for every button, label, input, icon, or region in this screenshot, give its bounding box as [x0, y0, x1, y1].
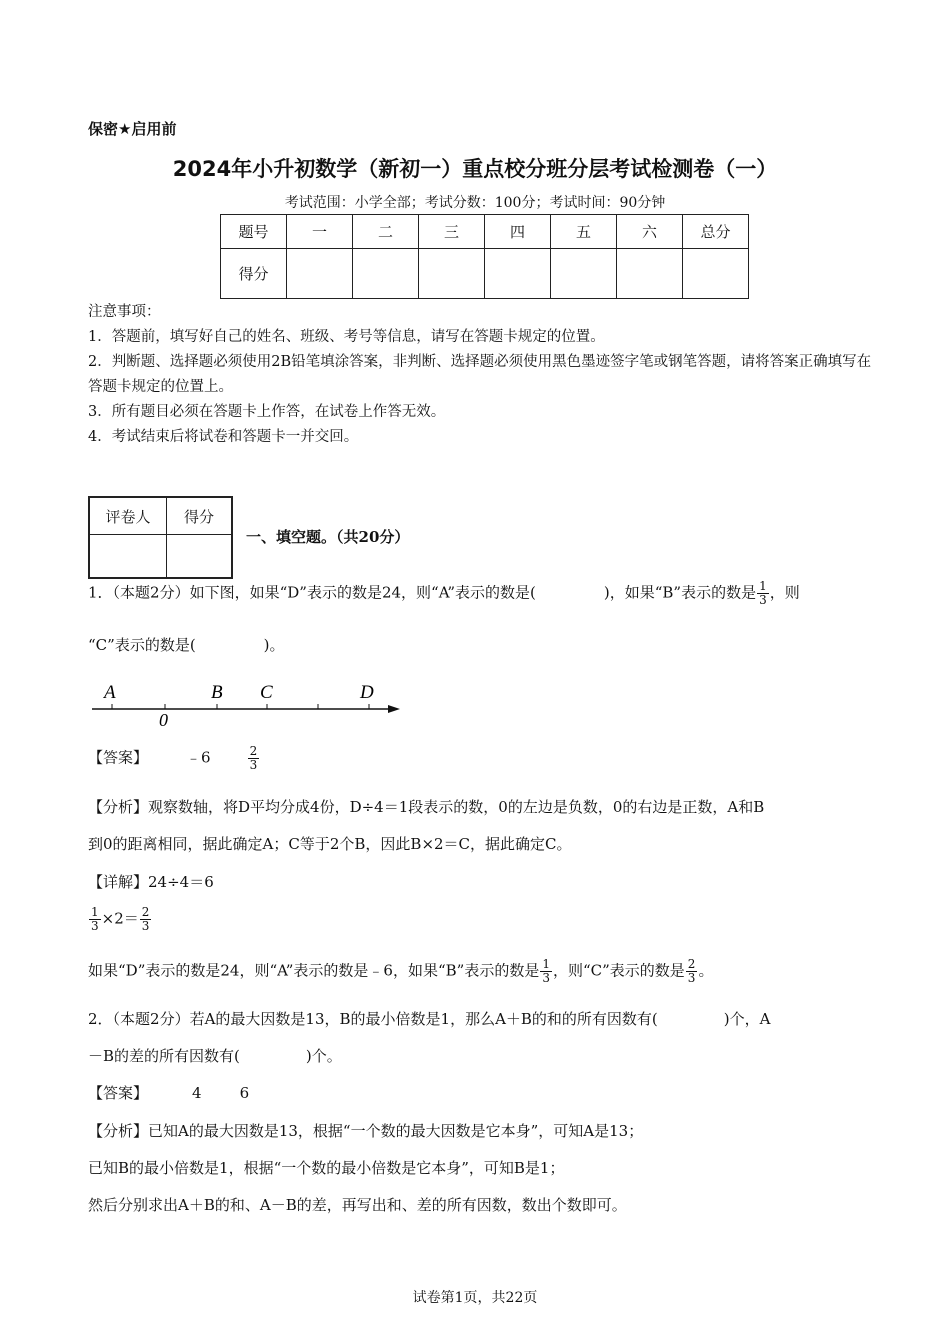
q2-analysis-text: 已知A的最大因数是13，根据“一个数的最大因数是它本身”，可知A是13； [148, 1122, 644, 1140]
q1-answer-2 [248, 745, 260, 772]
frac-num: 1 [91, 905, 99, 919]
frac-num: 1 [759, 579, 767, 593]
score-table [220, 214, 749, 299]
number-line-arrow [388, 705, 400, 713]
q1-detail-line1 [88, 871, 214, 892]
q1-detail-text: 24÷4＝6 [148, 873, 214, 891]
q1-stem-d: “C”表示的数是( [88, 636, 196, 654]
q1-analysis-line1 [88, 796, 764, 817]
frac [140, 906, 152, 933]
q2-analysis-line2: 已知B的最小倍数是1，根据“一个数的最小倍数是它本身”，可知B是1； [88, 1159, 565, 1177]
score-cell [287, 249, 353, 299]
q1-stem-a: 1．（本题2分）如下图，如果“D”表示的数是24，则“A”表示的数是( [88, 583, 536, 602]
frac [686, 958, 698, 985]
q2-stem-d: )个。 [305, 1047, 342, 1065]
q2-analysis-line3: 然后分别求出A＋B的和、A－B的差，再写出和、差的所有因数，数出个数即可。 [88, 1196, 627, 1214]
q1-detail-op: ×2＝ [101, 909, 139, 928]
q1-answer [88, 745, 260, 772]
section-title: 一、填空题。（共20分） [246, 528, 410, 546]
answer-label: 【答案】 [88, 1084, 149, 1102]
answer-label: 【答案】 [88, 748, 149, 767]
q1-stem-c: ，则 [769, 583, 800, 602]
detail-label: 【详解】 [88, 873, 149, 891]
q1-conclusion-a: 如果“D”表示的数是24，则“A”表示的数是﹣6，如果“B”表示的数是 [88, 961, 540, 980]
q1-analysis-text: 观察数轴，将D平均分成4份，D÷4＝1段表示的数，0的左边是负数，0的右边是正数，A和B [148, 798, 765, 816]
notes-heading: 注意事项： [88, 304, 161, 320]
score-cell [683, 249, 749, 299]
score-header-cell: 五 [551, 215, 617, 249]
q2-stem-c: －B的差的所有因数有( [88, 1047, 240, 1065]
q2-answer [88, 1082, 249, 1103]
exam-info: 考试范围：小学全部；考试分数：100分；考试时间：90分钟 [284, 195, 666, 211]
analysis-label: 【分析】 [88, 1122, 149, 1140]
label-d: D [360, 682, 374, 703]
grader-score-cell [167, 535, 233, 579]
frac-num: 1 [542, 957, 550, 971]
score-cell [485, 249, 551, 299]
frac-den: 3 [687, 971, 696, 985]
label-zero: 0 [159, 710, 168, 730]
q2-answer-1: 4 [192, 1084, 202, 1102]
score-header-cell: 二 [353, 215, 419, 249]
q1-stem-line1 [88, 580, 800, 607]
score-header-cell: 一 [287, 215, 353, 249]
q2-stem-line1 [88, 1008, 770, 1029]
q1-detail-line2 [88, 906, 152, 933]
q2-stem-line2 [88, 1045, 342, 1066]
notes [88, 300, 878, 450]
number-line [88, 676, 408, 730]
score-cell [419, 249, 485, 299]
q1-stem-line2 [88, 634, 285, 655]
q1-fraction [757, 580, 769, 607]
frac-den: 3 [759, 593, 767, 607]
confidential-label: 保密★启用前 [88, 120, 177, 138]
note-item: 2．判断题、选择题必须使用2B铅笔填涂答案，非判断、选择题必须使用黑色墨迹签字笔或钢笔答题，请将答案正确填写在答题卡规定的位置上。 [88, 354, 872, 395]
page-footer: 试卷第1页，共22页 [412, 1290, 538, 1306]
score-header-cell: 三 [419, 215, 485, 249]
q2-stem-a: 2．（本题2分）若A的最大因数是13，B的最小倍数是1，那么A＋B的和的所有因数有( [88, 1010, 658, 1028]
q1-analysis-line2: 到0的距离相同，据此确定A；C等于2个B，因此B×2＝C，据此确定C。 [88, 835, 572, 853]
frac-den: 3 [141, 919, 150, 933]
page-title: 2024年小升初数学（新初一）重点校分班分层考试检测卷（一） [172, 157, 778, 181]
analysis-label: 【分析】 [88, 798, 149, 816]
frac-den: 3 [91, 919, 99, 933]
q1-answer-1: ﹣6 [186, 748, 211, 767]
score-header-cell: 题号 [221, 215, 287, 249]
q1-conclusion [88, 958, 713, 985]
label-c: C [260, 682, 273, 703]
q1-stem-b: )，如果“B”表示的数是 [603, 583, 757, 602]
frac-den: 3 [542, 971, 550, 985]
q1-conclusion-c: 。 [698, 961, 714, 980]
note-item: 3．所有题目必须在答题卡上作答，在试卷上作答无效。 [88, 404, 446, 420]
note-item: 4．考试结束后将试卷和答题卡一并交回。 [88, 429, 359, 445]
grader-box [88, 496, 233, 579]
frac-num: 2 [249, 744, 258, 758]
note-item: 1．答题前，填写好自己的姓名、班级、考号等信息，请写在答题卡规定的位置。 [88, 329, 605, 345]
frac-num: 2 [141, 905, 150, 919]
score-header-cell: 总分 [683, 215, 749, 249]
q1-stem-e: )。 [263, 636, 285, 654]
score-cell [353, 249, 419, 299]
q2-stem-b: )个，A [723, 1010, 771, 1028]
score-row-label: 得分 [221, 249, 287, 299]
grader-reviewer-cell [89, 535, 167, 579]
score-cell [617, 249, 683, 299]
label-a: A [104, 682, 116, 703]
frac-den: 3 [249, 758, 258, 772]
score-header-cell: 四 [485, 215, 551, 249]
q2-analysis-line1 [88, 1120, 643, 1141]
frac-num: 2 [687, 957, 696, 971]
grader-reviewer-label: 评卷人 [89, 497, 167, 535]
label-b: B [211, 682, 223, 703]
q1-conclusion-b: ，则“C”表示的数是 [552, 961, 685, 980]
frac [540, 958, 552, 985]
frac [89, 906, 101, 933]
q2-answer-2: 6 [239, 1084, 250, 1102]
grader-score-label: 得分 [167, 497, 233, 535]
score-header-cell: 六 [617, 215, 683, 249]
score-cell [551, 249, 617, 299]
